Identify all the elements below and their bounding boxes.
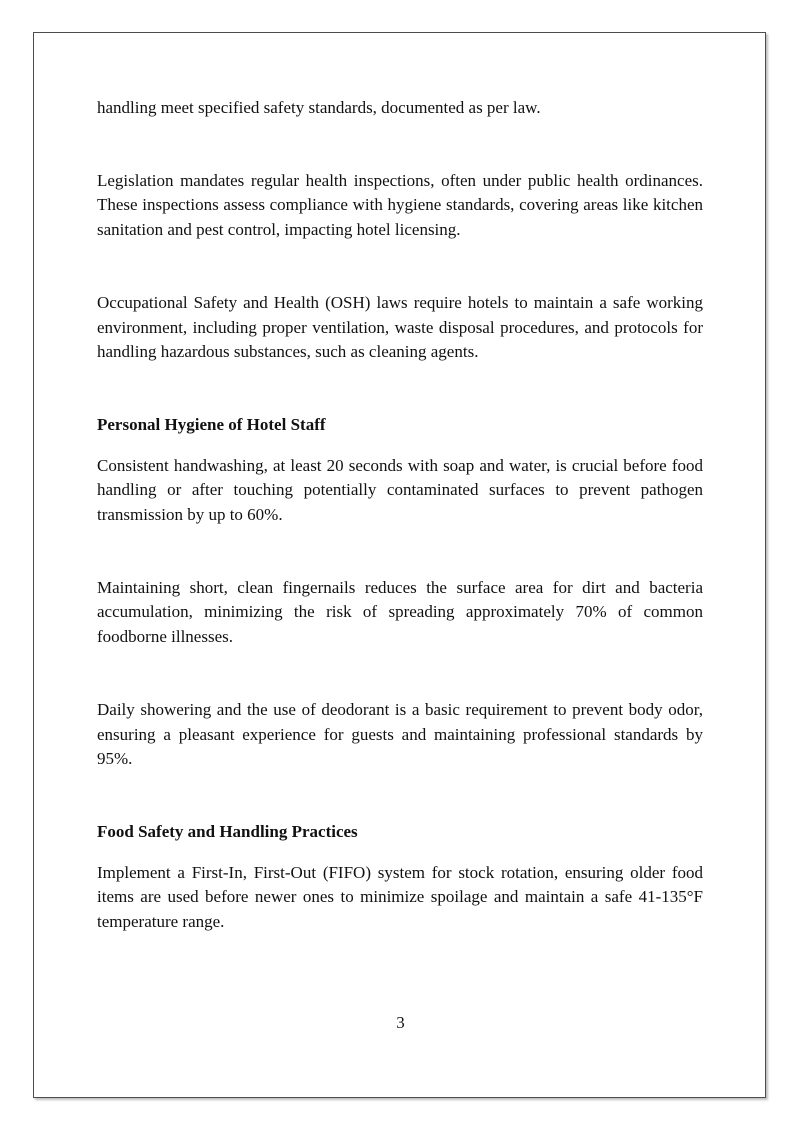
document-page	[33, 32, 766, 1098]
paragraph-fifo: Implement a First-In, First-Out (FIFO) system for stock rotation, ensuring older food items are used before newer ones to minimize spoilage and maintain a safe 41-135°F temperature range.	[97, 862, 703, 932]
paragraph-health-inspections: Legislation mandates regular health inspections, often under public health ordinances. These inspections assess compliance with hygiene standards, covering areas like kitchen sanitation and pest control, impacting hotel licensing.	[97, 170, 703, 240]
section-heading-personal-hygiene: Personal Hygiene of Hotel Staff	[97, 414, 326, 434]
section-heading-food-safety: Food Safety and Handling Practices	[97, 821, 358, 841]
page-number: 3	[396, 1013, 405, 1032]
paragraph-osh-laws: Occupational Safety and Health (OSH) laws require hotels to maintain a safe working environment, including proper ventilation, waste disposal procedures, and protocols for handling hazardous substances, such as cleaning agents.	[97, 292, 703, 362]
page-content	[97, 96, 703, 935]
paragraph-showering: Daily showering and the use of deodorant is a basic requirement to prevent body odor, ensuring a pleasant experience for guests and maintaining professional standards by 95%.	[97, 699, 703, 769]
paragraph-handwashing: Consistent handwashing, at least 20 seconds with soap and water, is crucial before food handling or after touching potentially contaminated surfaces to prevent pathogen transmission by up to 60%.	[97, 455, 703, 525]
paragraph-fingernails: Maintaining short, clean fingernails reduces the surface area for dirt and bacteria accumulation, minimizing the risk of spreading approximately 70% of common foodborne illnesses.	[97, 577, 703, 647]
paragraph-handling-law: handling meet specified safety standards, documented as per law.	[97, 98, 541, 117]
